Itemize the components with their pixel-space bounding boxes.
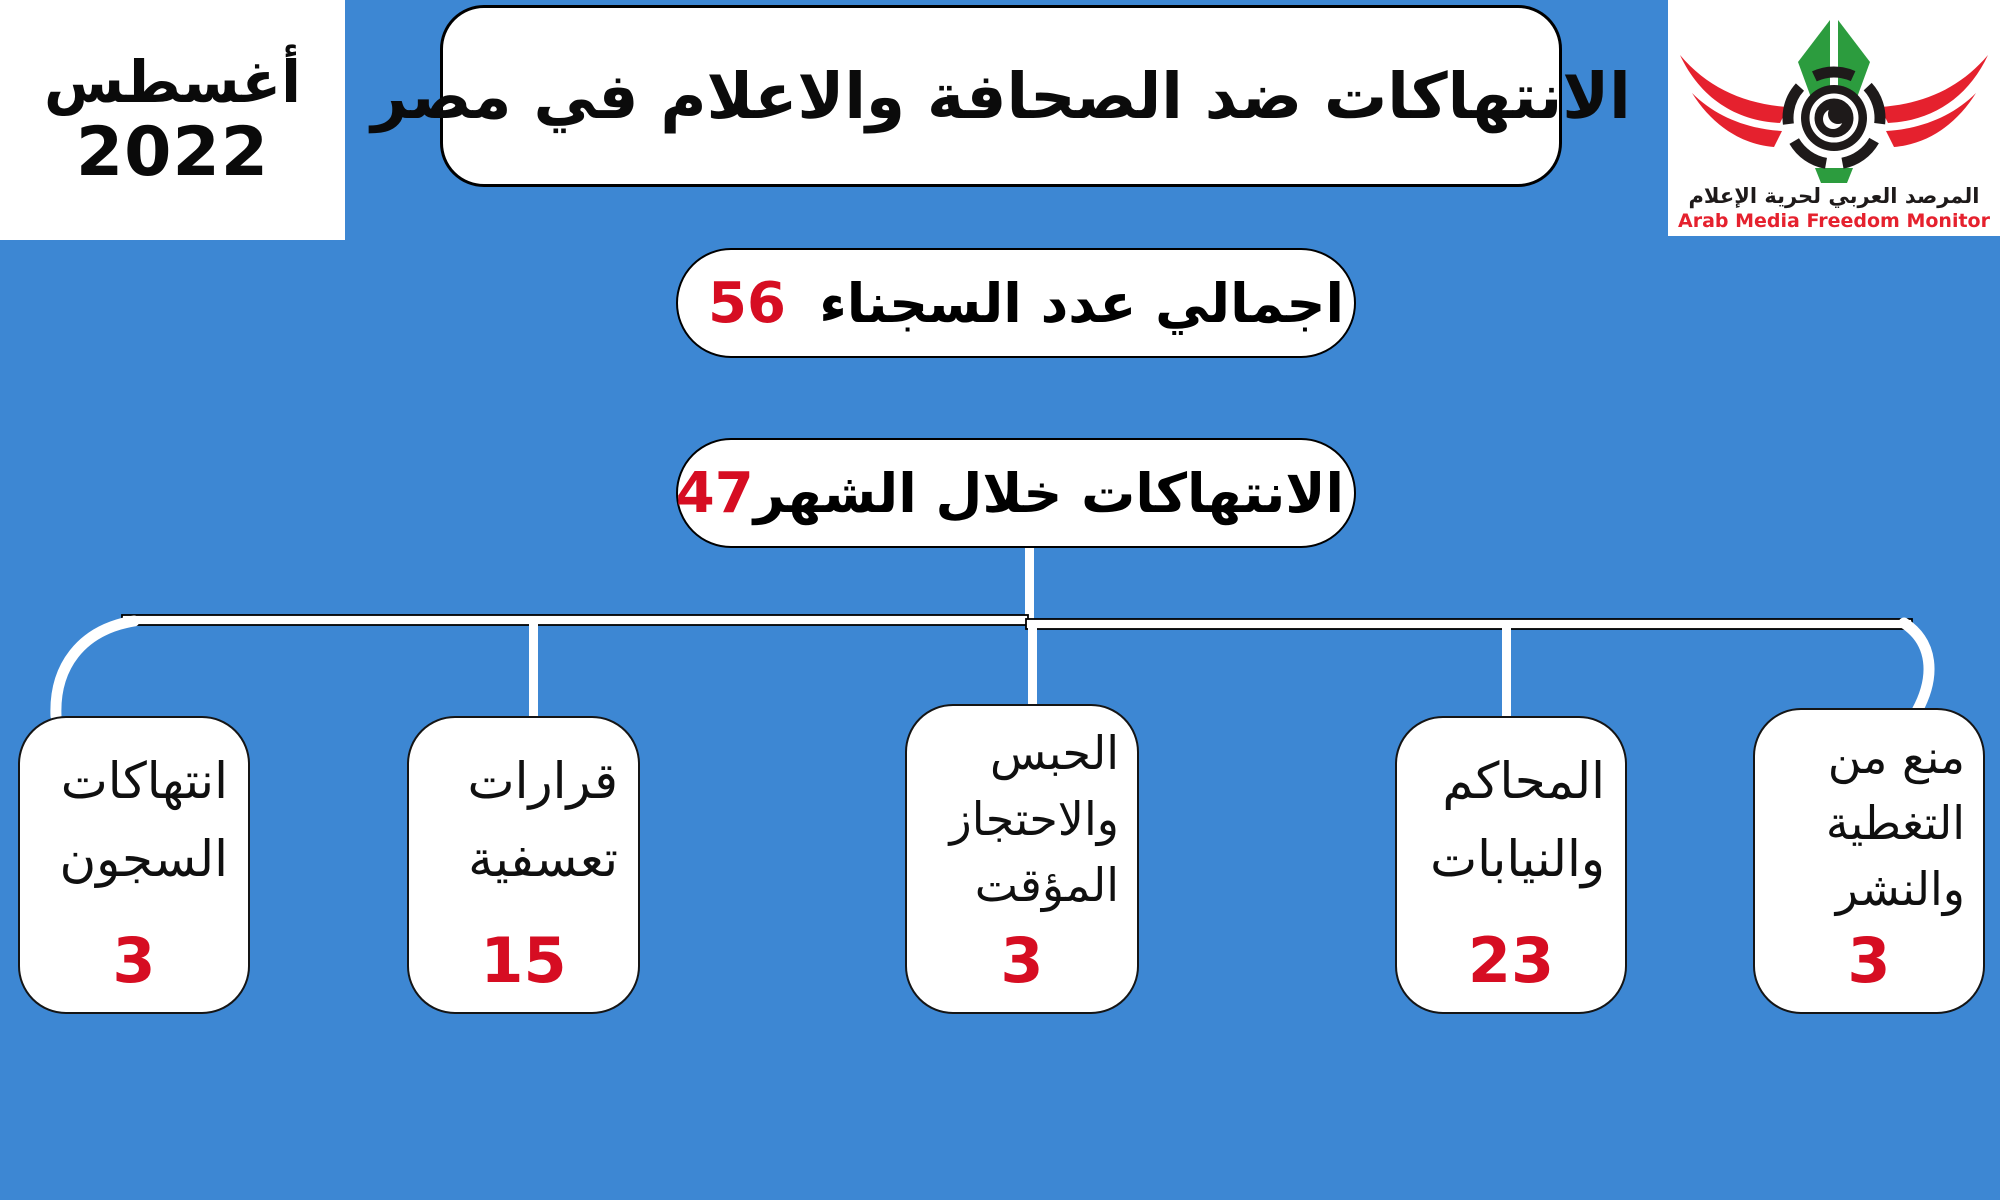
date-year: 2022 — [75, 113, 270, 193]
logo-name-english: Arab Media Freedom Monitor — [1678, 210, 1990, 232]
date-month: أغسطس — [43, 48, 301, 117]
logo-name-arabic: المرصد العربي لحرية الإعلام — [1688, 184, 1980, 208]
monthly-violations-label: الانتهاكات خلال الشهر — [753, 461, 1344, 525]
category-value: 3 — [112, 924, 156, 997]
logo-graphic — [1668, 0, 2000, 236]
category-value: 3 — [1847, 924, 1891, 997]
category-box-detention — [905, 704, 1139, 1014]
category-value: 15 — [480, 924, 567, 997]
category-label: قرارات تعسفية — [467, 752, 618, 888]
category-box-arbitrary-decisions — [407, 716, 640, 1014]
page-title: الانتهاكات ضد الصحافة والاعلام في مصر — [371, 59, 1631, 133]
category-label: الحبس والاحتجاز المؤقت — [949, 726, 1119, 912]
category-value: 3 — [1000, 924, 1044, 997]
category-box-prison-violations — [18, 716, 250, 1014]
wing-left-icon — [1680, 55, 1788, 147]
total-prisoners-box — [676, 248, 1356, 358]
wing-right-icon — [1880, 55, 1988, 147]
date-badge — [0, 0, 345, 240]
category-label: انتهاكات السجون — [59, 752, 228, 888]
category-box-coverage-ban — [1753, 708, 1985, 1014]
logo — [1668, 0, 2000, 236]
total-prisoners-value: 56 — [708, 270, 786, 336]
category-box-courts-prosecutions — [1395, 716, 1627, 1014]
title-box — [371, 5, 1631, 187]
category-value: 23 — [1467, 924, 1555, 997]
monthly-violations-box — [676, 438, 1356, 548]
category-label: منع من التغطية والنشر — [1825, 730, 1965, 916]
total-prisoners-label: اجمالي عدد السجناء — [819, 271, 1344, 335]
category-label: المحاكم والنيابات — [1430, 752, 1605, 888]
monthly-violations-value: 47 — [675, 460, 754, 526]
camera-lens-icon — [1781, 65, 1888, 172]
